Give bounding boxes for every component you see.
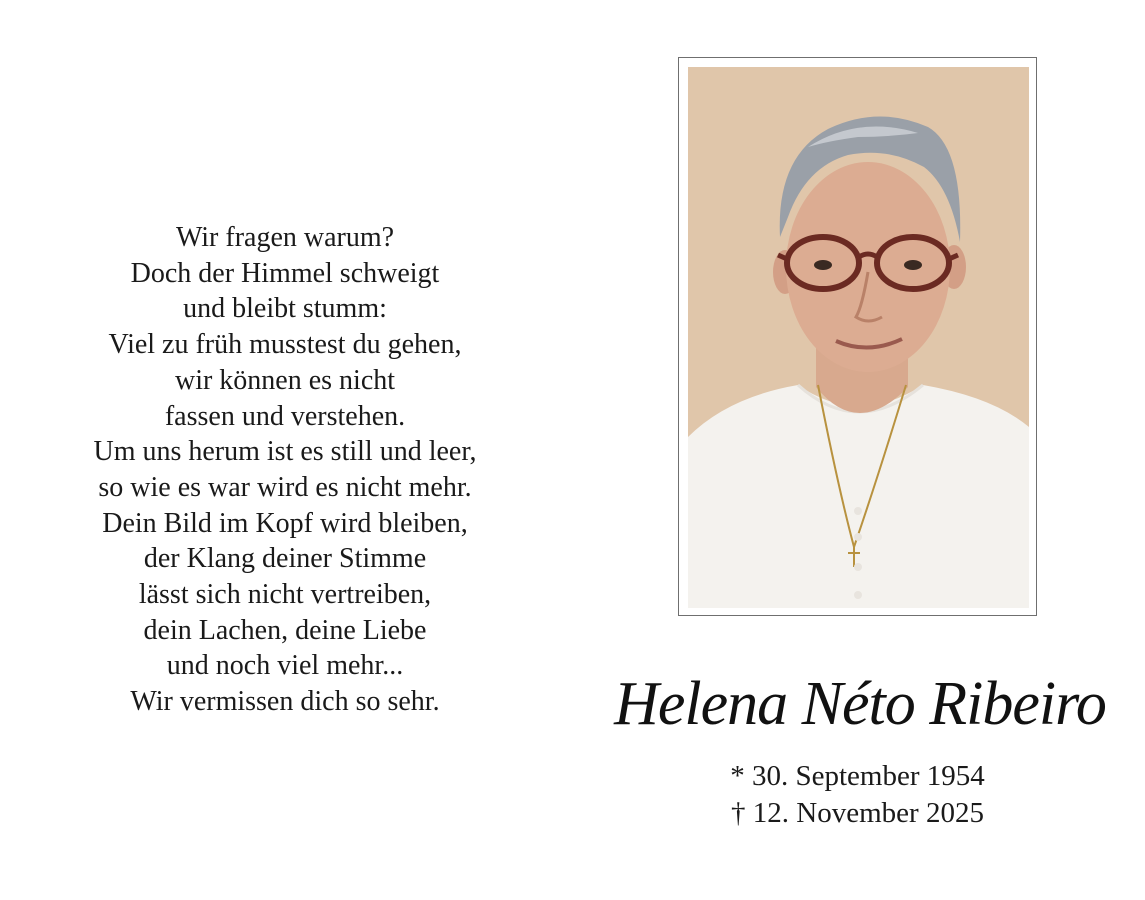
deceased-name: Helena Néto Ribeiro [614, 670, 1106, 738]
death-date: † 12. November 2025 [731, 797, 984, 829]
poem-line: Wir fragen warum? [175, 222, 395, 253]
poem-line: Dein Bild im Kopf wird bleiben, [102, 507, 468, 539]
birth-date: * 30. September 1954 [730, 760, 985, 792]
poem [40, 220, 530, 720]
poem-line: dein Lachen, deine Liebe [143, 614, 427, 646]
poem-line: wir können es nicht [174, 364, 396, 396]
poem-line: so wie es war wird es nicht mehr. [98, 471, 472, 503]
poem-line: Um uns herum ist es still und leer, [93, 436, 477, 468]
poem-line: lässt sich nicht vertreiben, [138, 579, 432, 611]
portrait-frame [678, 57, 1037, 616]
poem-line: Wir vermissen dich so sehr. [130, 686, 440, 718]
life-dates [690, 758, 1025, 832]
poem-line: Doch der Himmel schweigt [130, 257, 440, 289]
poem-line: und bleibt stumm: [183, 293, 387, 325]
poem-line: und noch viel mehr... [166, 650, 404, 682]
poem-line: fassen und verstehen. [164, 400, 406, 432]
poem-line: Viel zu früh musstest du gehen, [108, 329, 462, 361]
portrait-illustration [688, 67, 1029, 608]
portrait-photo [688, 67, 1029, 608]
poem-line: der Klang deiner Stimme [143, 543, 427, 575]
